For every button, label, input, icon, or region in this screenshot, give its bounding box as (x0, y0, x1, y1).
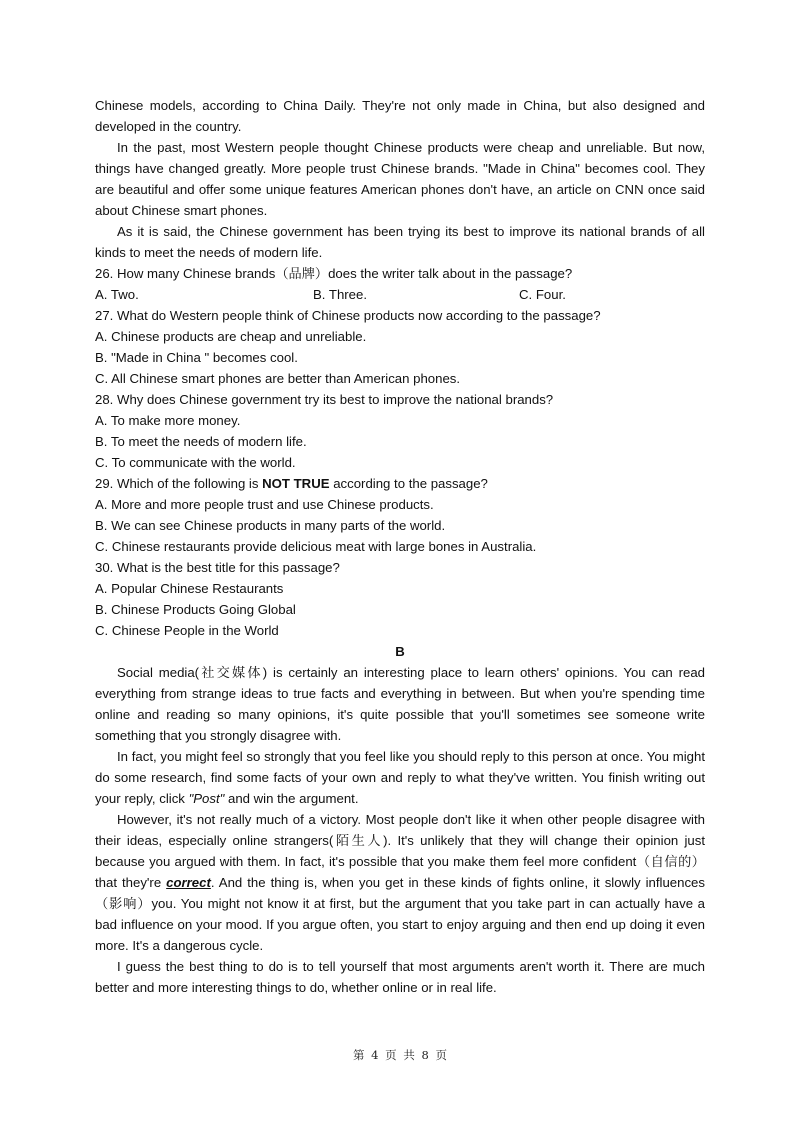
section-b-post-word: "Post" (188, 791, 225, 806)
section-b-heading: B (395, 644, 405, 659)
question-28-option-b: B. To meet the needs of modern life. (95, 434, 307, 449)
section-b-paragraph-2 (95, 746, 705, 809)
question-29-stem-start: 29. Which of the following is (95, 476, 263, 491)
question-29-option-a: A. More and more people trust and use Chinese products. (95, 497, 434, 512)
page-number-footer: 第 4 页 共 8 页 (353, 1048, 447, 1062)
question-30-option-a: A. Popular Chinese Restaurants (95, 581, 284, 596)
question-30-stem: 30. What is the best title for this passage? (95, 560, 340, 575)
section-b-paragraph-3-end: . And the thing is, when you get in these kinds of fights online, it slowly influences（影响）you. You might not know it at first, but the argument that you take part in can actually have a bad influence on your mood. If you argue often, you start to enjoy arguing and then end up doing it even more. It's a dangerous cycle. (95, 875, 705, 953)
passage-a-paragraph-3: As it is said, the Chinese government has been trying its best to improve its national brands of all kinds to meet the needs of modern life. (95, 224, 705, 260)
question-27-option-b: B. "Made in China " becomes cool. (95, 350, 298, 365)
question-27-stem: 27. What do Western people think of Chinese products now according to the passage? (95, 308, 601, 323)
question-26-option-b: B. Three. (313, 287, 367, 302)
question-30-option-b: B. Chinese Products Going Global (95, 602, 296, 617)
question-26-options (95, 284, 705, 305)
question-29-stem (95, 473, 705, 494)
question-30-option-c: C. Chinese People in the World (95, 623, 279, 638)
question-29-stem-end: according to the passage? (329, 476, 488, 491)
question-28-option-c: C. To communicate with the world. (95, 455, 296, 470)
section-b-paragraph-3 (95, 809, 705, 956)
passage-a-paragraph-2: In the past, most Western people thought Chinese products were cheap and unreliable. But now, things have changed greatly. More people trust Chinese brands. "Made in China" becomes cool. They are beautiful and offer some unique features American phones don't have, an article on CNN once said about Chinese smart phones. (95, 140, 705, 218)
question-27-option-c: C. All Chinese smart phones are better than American phones. (95, 371, 461, 386)
section-b-paragraph-1: Social media(社交媒体) is certainly an interesting place to learn others' opinions. You can read everything from strange ideas to true facts and everything in between. But when you're spending time online and reading so many opinions, it's quite possible that you'll sometimes see someone write something that you strongly disagree with. (95, 665, 705, 743)
question-26-option-c: C. Four. (519, 287, 566, 302)
section-b-paragraph-2-end: and win the argument. (224, 791, 359, 806)
section-b-correct-word: correct (166, 875, 211, 890)
section-b-paragraph-3-start: However, it's not really much of a victory. Most people don't like it when other people disagree with their ideas, especially online strangers(陌生人). It's unlikely that they will change their opinion just because you argued with them. In fact, it's possible that you make them feel more confident（自信的）that they're (95, 812, 705, 890)
section-b-paragraph-4: I guess the best thing to do is to tell yourself that most arguments aren't worth it. There are much better and more interesting things to do, whether online or in real life. (95, 959, 705, 995)
passage-a-paragraph-1: Chinese models, according to China Daily. They're not only made in China, but also designed and developed in the country. (95, 98, 705, 134)
question-29-option-c: C. Chinese restaurants provide delicious meat with large bones in Australia. (95, 539, 537, 554)
question-28-option-a: A. To make more money. (95, 413, 241, 428)
section-b-paragraph-2-start: In fact, you might feel so strongly that you feel like you should reply to this person at once. You might do some research, find some facts of your own and reply to what they've written. You finish writing out your reply, click (95, 749, 705, 806)
question-29-option-b: B. We can see Chinese products in many parts of the world. (95, 518, 446, 533)
question-28-stem: 28. Why does Chinese government try its best to improve the national brands? (95, 392, 554, 407)
question-29-stem-emphasis: NOT TRUE (262, 476, 330, 491)
question-26-stem: 26. How many Chinese brands（品牌）does the writer talk about in the passage? (95, 266, 573, 281)
question-27-option-a: A. Chinese products are cheap and unreliable. (95, 329, 367, 344)
question-26-option-a: A. Two. (95, 287, 139, 302)
page-content (95, 95, 705, 998)
